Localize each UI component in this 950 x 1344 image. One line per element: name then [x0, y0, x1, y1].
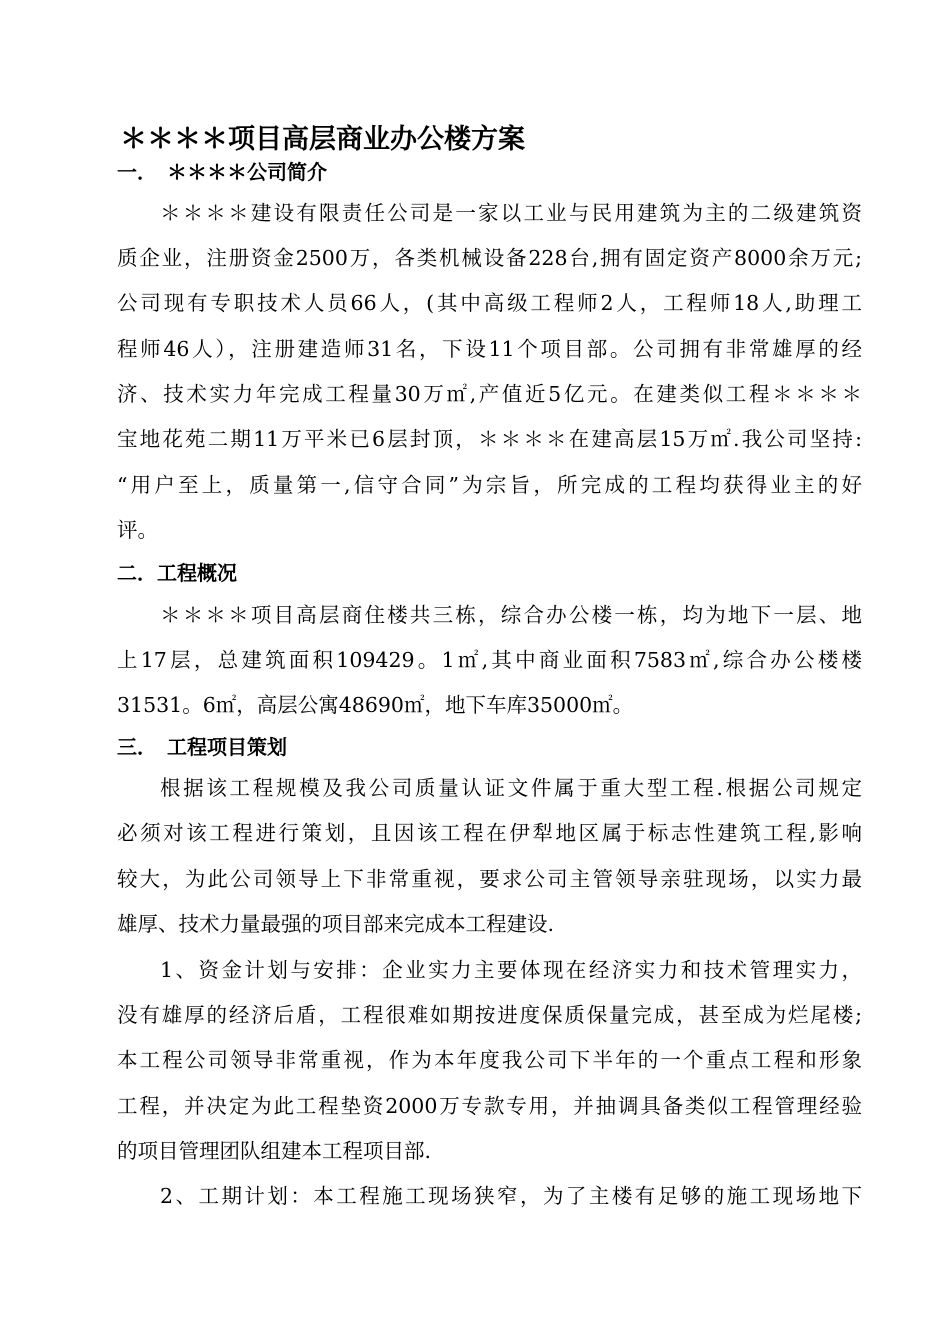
paragraph-line: 的项目管理团队组建本工程项目部. [117, 1139, 432, 1163]
section-heading-project-overview: 二．工程概况 [117, 561, 237, 585]
paragraph-line: 必须对该工程进行策划，且因该工程在伊犁地区属于标志性建筑工程,影响 [117, 821, 862, 845]
paragraph-line: 2、工期计划：本工程施工现场狭窄，为了主楼有足够的施工现场地下 [160, 1184, 862, 1208]
paragraph-line: 工程，并决定为此工程垫资2000万专款专用，并抽调具备类似工程管理经验 [117, 1094, 862, 1118]
paragraph-line: 雄厚、技术力量最强的项目部来完成本工程建设. [117, 912, 555, 936]
paragraph-line: 没有雄厚的经济后盾，工程很难如期按进度保质保量完成，甚至成为烂尾楼; [117, 1003, 862, 1027]
paragraph-line: ＊＊＊＊建设有限责任公司是一家以工业与民用建筑为主的二级建筑资 [160, 201, 862, 225]
section-heading-company-profile: 一． ＊＊＊＊公司简介 [117, 160, 327, 184]
paragraph-line: 本工程公司领导非常重视，作为本年度我公司下半年的一个重点工程和形象 [117, 1048, 862, 1072]
paragraph-line: 1、资金计划与安排：企业实力主要体现在经济实力和技术管理实力， [160, 958, 862, 982]
paragraph-line: 宝地花苑二期11万平米已6层封顶，＊＊＊＊在建高层15万㎡.我公司坚持: [117, 427, 862, 451]
paragraph-line: “用户至上，质量第一,信守合同”为宗旨，所完成的工程均获得业主的好 [117, 473, 862, 497]
paragraph-line: ＊＊＊＊项目高层商住楼共三栋，综合办公楼一栋，均为地下一层、地 [160, 603, 862, 627]
paragraph-line: 济、技术实力年完成工程量30万㎡,产值近5亿元。在建类似工程＊＊＊＊ [117, 382, 862, 406]
paragraph-line: 程师46人），注册建造师31名，下设11个项目部。公司拥有非常雄厚的经 [117, 337, 862, 361]
paragraph-line: 上17层，总建筑面积109429。1㎡,其中商业面积7583㎡,综合办公楼楼 [117, 648, 862, 672]
paragraph-line: 评。 [117, 518, 158, 542]
paragraph-line: 根据该工程规模及我公司质量认证文件属于重大型工程.根据公司规定 [160, 776, 862, 800]
paragraph-line: 较大，为此公司领导上下非常重视，要求公司主管领导亲驻现场，以实力最 [117, 867, 862, 891]
paragraph-line: 质企业，注册资金2500万，各类机械设备228台,拥有固定资产8000余万元; [117, 246, 862, 270]
paragraph-line: 公司现有专职技术人员66人，(其中高级工程师2人，工程师18人,助理工 [117, 291, 862, 315]
document-title: ＊＊＊＊项目高层商业办公楼方案 [120, 124, 525, 155]
paragraph-line: 31531。6㎡，高层公寓48690㎡，地下车库35000㎡。 [117, 693, 634, 717]
section-heading-project-planning: 三． 工程项目策划 [117, 735, 287, 759]
